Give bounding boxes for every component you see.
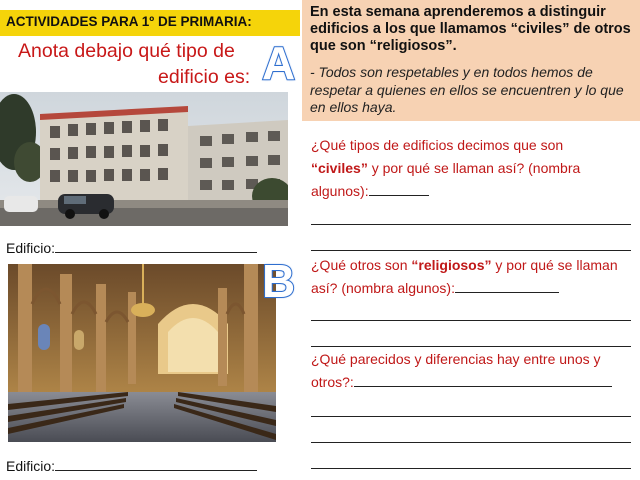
instruction-line-2: edificio es: <box>158 66 251 88</box>
answer-line[interactable] <box>311 320 631 321</box>
question-parecidos <box>311 348 633 394</box>
question-civiles-text-1: ¿Qué tipos de edificios decimos que son <box>311 137 564 153</box>
answer-line[interactable] <box>311 468 631 469</box>
photo-a-apartment-building <box>0 92 288 226</box>
answer-line[interactable] <box>311 416 631 417</box>
letter-a-label: A <box>262 37 296 89</box>
building-b-answer[interactable] <box>6 458 257 474</box>
letter-b-label: B <box>262 255 296 307</box>
worksheet-title: ACTIVIDADES PARA 1º DE PRIMARIA: <box>6 14 252 29</box>
info-box-intro: En esta semana aprenderemos a distinguir edificios a los que llamamos “civiles” de otros que son “religiosos”. <box>310 4 631 54</box>
question-parecidos-text: ¿Qué parecidos y diferencias hay entre unos y otros?: <box>311 351 601 390</box>
building-b-label: Edificio: <box>6 458 56 474</box>
building-a-label: Edificio: <box>6 240 56 256</box>
question-civiles <box>311 134 633 203</box>
question-civiles-answer-line[interactable] <box>369 183 429 196</box>
question-religiosos <box>311 254 633 300</box>
building-a-answer[interactable] <box>6 240 257 256</box>
church-interior-illustration <box>8 264 276 442</box>
question-civiles-text-2: y por qué se llaman así? (nombra algunos): <box>311 160 581 199</box>
answer-line[interactable] <box>311 442 631 443</box>
question-religiosos-text-2: y por qué se llaman así? (nombra algunos): <box>311 257 618 296</box>
question-parecidos-answer-line[interactable] <box>354 374 612 387</box>
info-box-note: - Todos son respetables y en todos hemos de respetar a quienes en ellos se encuentren y lo que en ellos haya. <box>310 64 624 115</box>
answer-line[interactable] <box>311 224 631 225</box>
question-religiosos-answer-line[interactable] <box>455 280 559 293</box>
apartment-building-illustration <box>0 92 288 226</box>
instruction-line-1: Anota debajo qué tipo de <box>18 40 235 62</box>
question-religiosos-text-1: ¿Qué otros son <box>311 257 412 273</box>
building-a-answer-line[interactable] <box>55 242 257 253</box>
question-civiles-keyword: “civiles” <box>311 160 368 176</box>
building-b-answer-line[interactable] <box>55 460 257 471</box>
answer-line[interactable] <box>311 346 631 347</box>
answer-line[interactable] <box>311 250 631 251</box>
photo-b-church-interior <box>8 264 276 442</box>
question-religiosos-keyword: “religiosos” <box>411 257 492 273</box>
